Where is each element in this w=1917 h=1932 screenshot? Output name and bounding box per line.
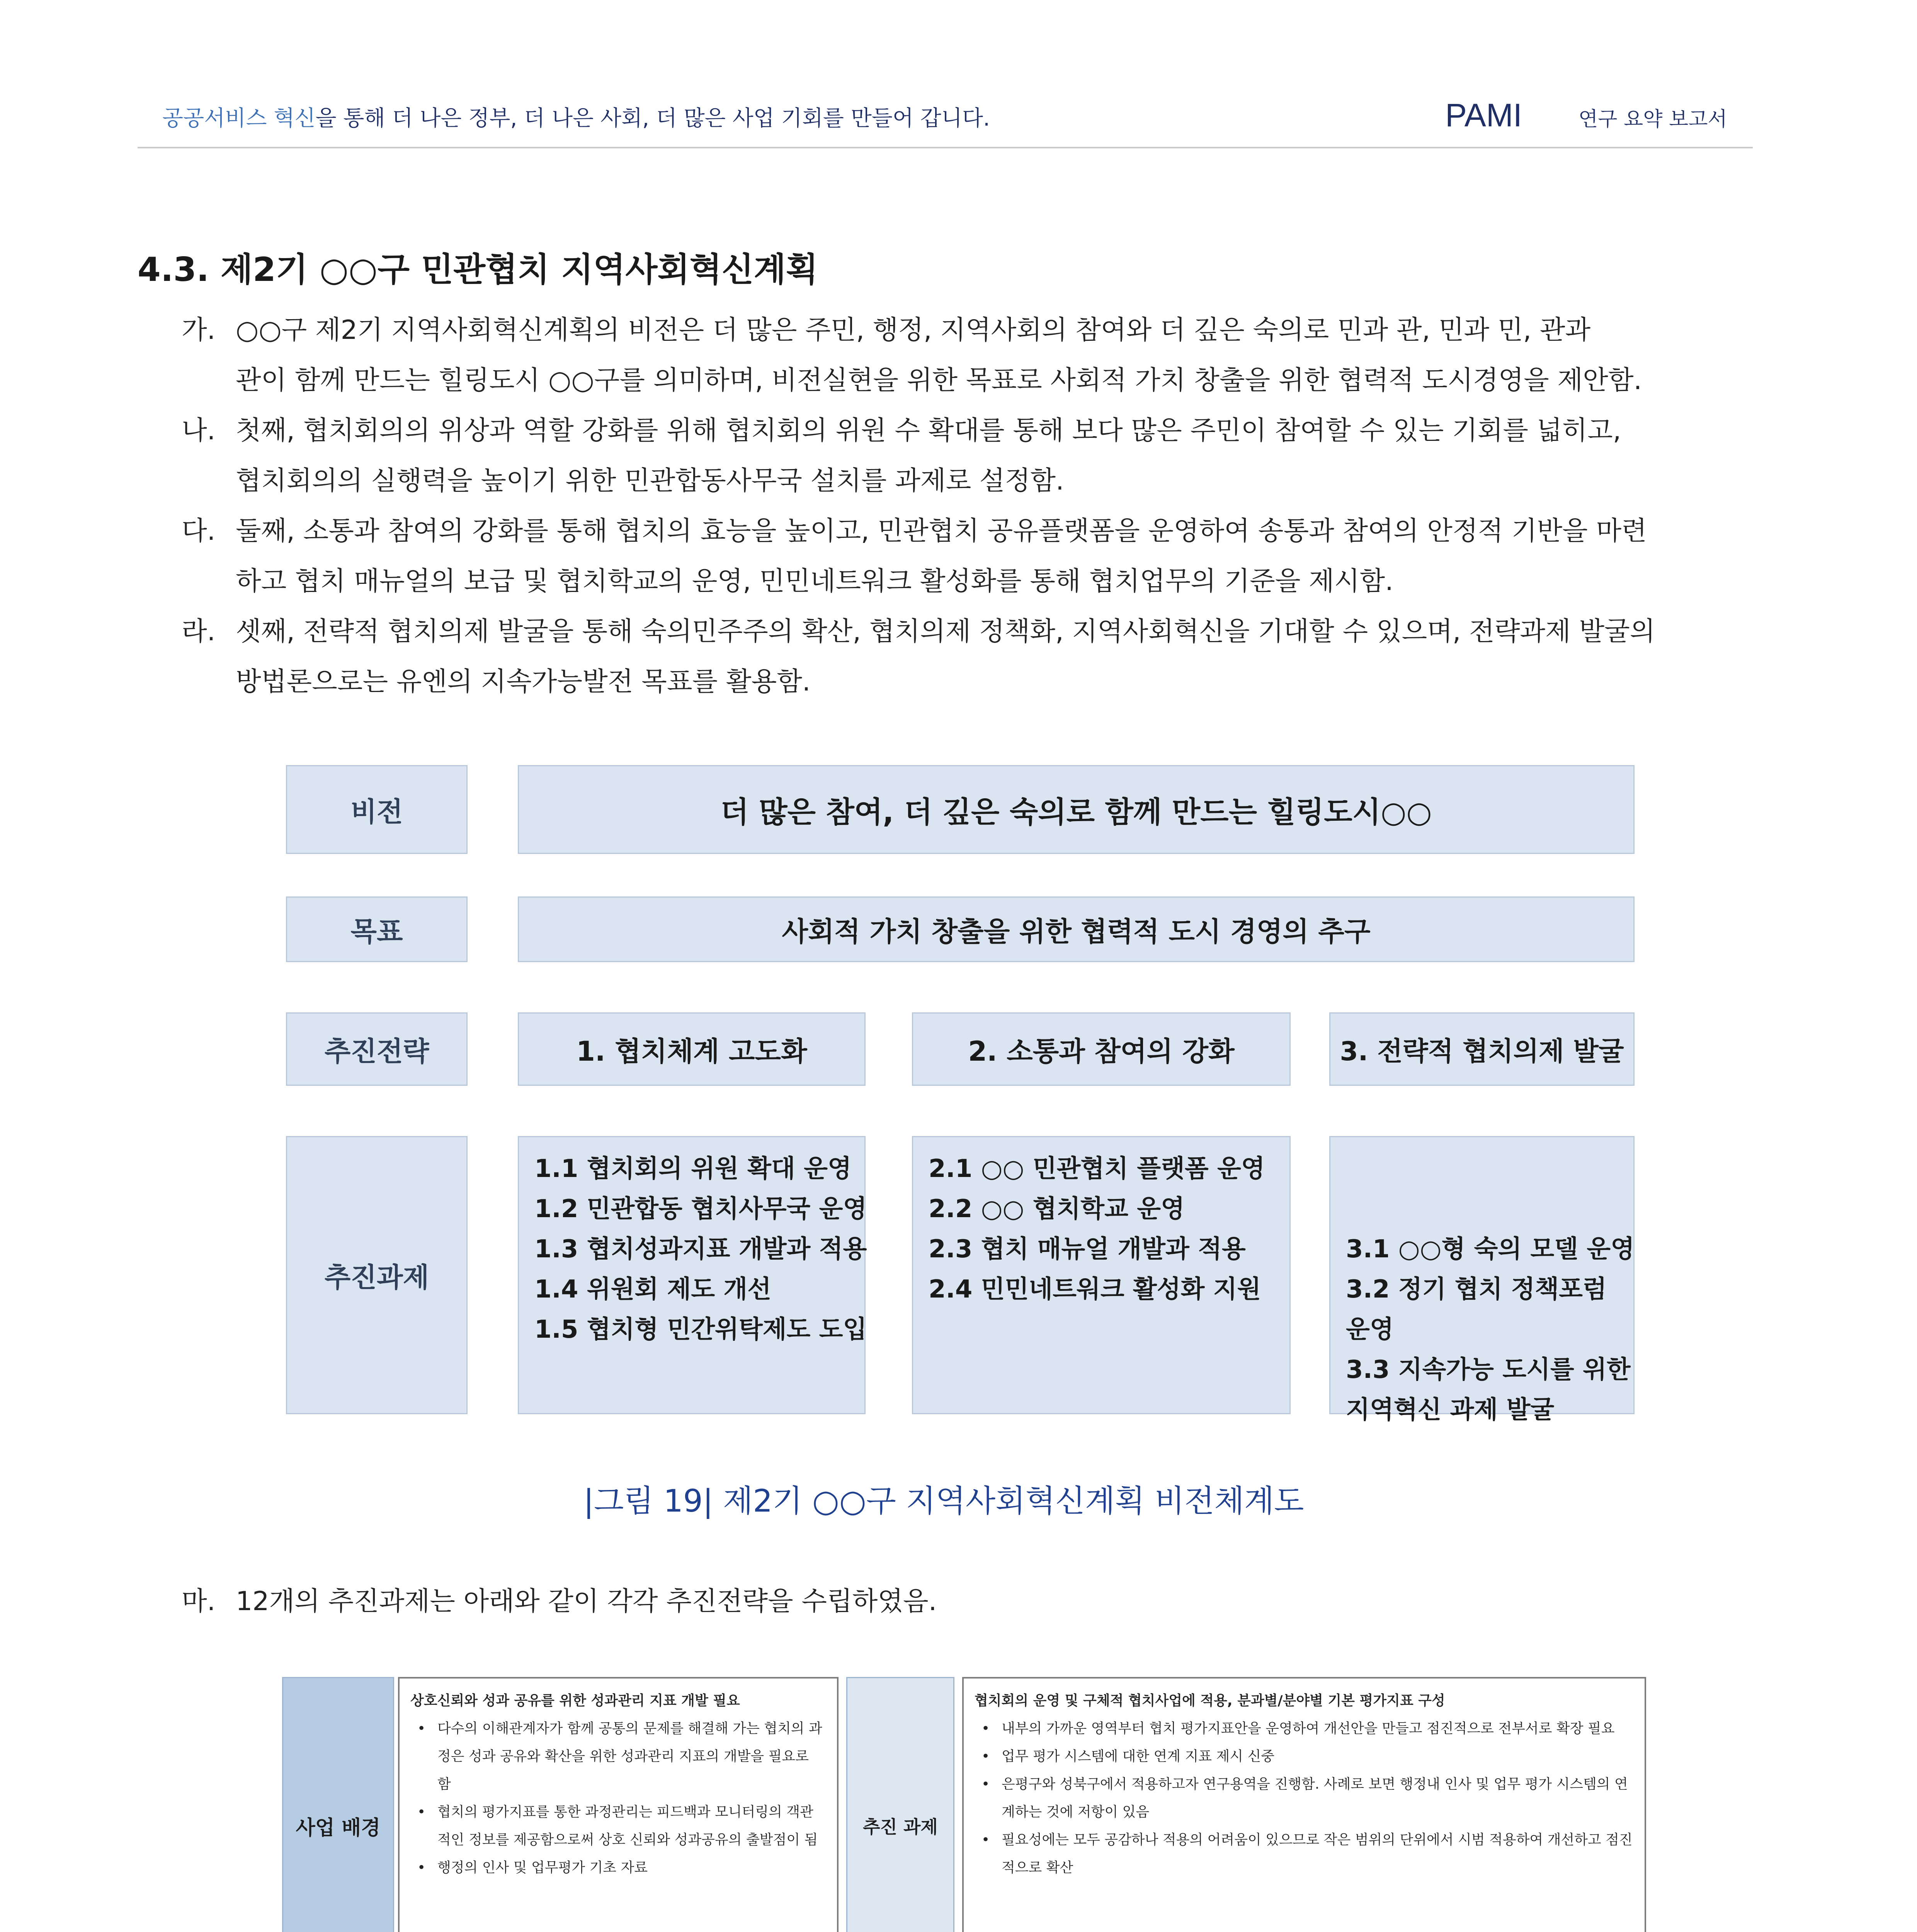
figure-19-vision-diagram <box>286 765 1635 1422</box>
header-report-type: 연구 요약 보고서 <box>1579 108 1727 131</box>
label-goal: 목표 <box>286 896 468 962</box>
figure-20-strategy-table <box>282 1677 1646 1932</box>
vision-box: 더 많은 참여, 더 깊은 숙의로 함께 만드는 힐링도시○○ <box>518 765 1635 854</box>
background-box: 상호신뢰와 성과 공유를 위한 성과관리 지표 개발 필요 • 다수의 이해관계자가 함께 공통의 문제를 해결해 가는 협치의 과정은 성과 공유와 확산을 위한 성과관리 지표의 개발을 필요로 함 • 협치의 평가지표를 통한 과정관리는 피드백과 모니터링의 객관적인 정보를 제공함으로써 상호 신뢰와 성과공유의 출발점이 됨 • 행정의 인사 및 업무평가 기초 자료 <box>398 1677 839 1932</box>
paragraph-da: 다. 둘째, 소통과 참여의 강화를 통해 협치의 효능을 높이고, 민관협치 공유플랫폼을 운영하여 송통과 참여의 안정적 기반을 마련 하고 협치 매뉴얼의 보급 및 협치학교의 운영, 민민네트워크 활성화를 통해 협치업무의 기준을 제시함. <box>182 516 1647 597</box>
header-brand: PAMI <box>1445 97 1522 133</box>
tasks-strategy-3: 3.1 ○○형 숙의 모델 운영 3.2 정기 협치 정책포럼 운영 3.3 지속가능 도시를 위한 지역혁신 과제 발굴 <box>1329 1136 1635 1414</box>
figure-19-caption: |그림 19| 제2기 ○○구 지역사회혁신계획 비전체계도 <box>583 1483 1304 1519</box>
strategy-3: 3. 전략적 협치의제 발굴 <box>1329 1012 1635 1086</box>
paragraph-na: 나. 첫째, 협치회의의 위상과 역할 강화를 위해 협치회의 위원 수 확대를 통해 보다 많은 주민이 참여할 수 있는 기회를 넓히고, 협치회의의 실행력을 높이기 위한 민관합동사무국 설치를 과제로 설정함. <box>182 415 1621 496</box>
strategy-2: 2. 소통과 참여의 강화 <box>912 1012 1291 1086</box>
label-task: 추진 과제 <box>846 1677 954 1932</box>
label-business-background: 사업 배경 <box>282 1677 394 1932</box>
label-strategy: 추진전략 <box>286 1012 468 1086</box>
strategy-1: 1. 협치체계 고도화 <box>518 1012 866 1086</box>
header-divider <box>138 147 1753 148</box>
tasks-strategy-1: 1.1 협치회의 위원 확대 운영 1.2 민관합동 협치사무국 운영 1.3 협치성과지표 개발과 적용 1.4 위원회 제도 개선 1.5 협치형 민간위탁제도 도입 <box>518 1136 866 1414</box>
task-box: 협치회의 운영 및 구체적 협치사업에 적용, 분과별/분야별 기본 평가지표 구성 • 내부의 가까운 영역부터 협치 평가지표안을 운영하여 개선안을 만들고 점진적으로 전부서로 확장 필요 • 업무 평가 시스템에 대한 연계 지표 제시 신중 • 은평구와 성북구에서 적용하고자 연구용역을 진행함. 사례로 보면 행정내 인사 및 업무 평가 시스템의 연계하는 것에 저항이 있음 • 필요성에는 모두 공감하나 적용의 어려움이 있으므로 작은 범위의 단위에서 시범 적용하여 개선하고 점진적으로 확산 <box>962 1677 1646 1932</box>
paragraph-ma: 마. 12개의 추진과제는 아래와 같이 각각 추진전략을 수립하였음. <box>182 1586 937 1617</box>
goal-box: 사회적 가치 창출을 위한 협력적 도시 경영의 추구 <box>518 896 1635 962</box>
section-title: 4.3. 제2기 ○○구 민관협치 지역사회혁신계획 <box>138 250 818 289</box>
label-tasks: 추진과제 <box>286 1136 468 1414</box>
paragraph-ga: 가. ○○구 제2기 지역사회혁신계획의 비전은 더 많은 주민, 행정, 지역사회의 참여와 더 깊은 숙의로 민과 관, 민과 민, 관과 관이 함께 만드는 힐링도시 ○○구를 의미하며, 비전실현을 위한 목표로 사회적 가치 창출을 위한 협력적 도시경영을 제안함. <box>182 315 1642 396</box>
paragraph-ra: 라. 셋째, 전략적 협치의제 발굴을 통해 숙의민주주의 확산, 협치의제 정책화, 지역사회혁신을 기대할 수 있으며, 전략과제 발굴의 방법론으로는 유엔의 지속가능발전 목표를 활용함. <box>182 616 1655 697</box>
header-tagline: 공공서비스 혁신을 통해 더 나은 정부, 더 나은 사회, 더 많은 사업 기회를 만들어 갑니다. <box>162 106 990 131</box>
tasks-strategy-2: 2.1 ○○ 민관협치 플랫폼 운영 2.2 ○○ 협치학교 운영 2.3 협치 매뉴얼 개발과 적용 2.4 민민네트워크 활성화 지원 <box>912 1136 1291 1414</box>
label-vision: 비전 <box>286 765 468 854</box>
